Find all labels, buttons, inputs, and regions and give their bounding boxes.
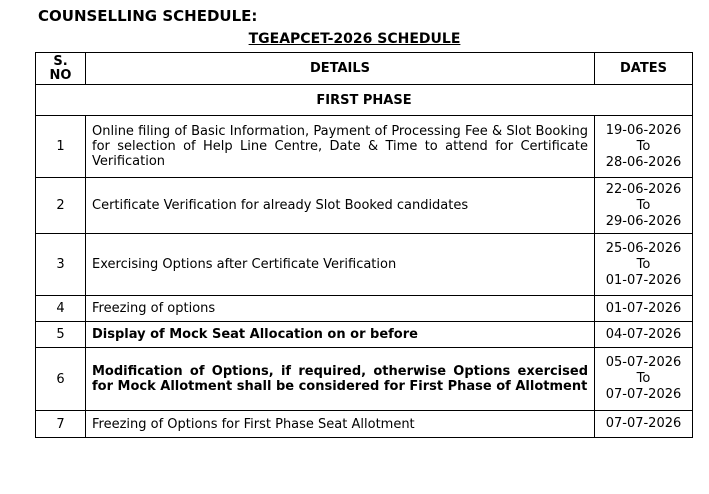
row-dates (595, 348, 693, 411)
row-number: 1 (36, 116, 86, 178)
schedule-table (35, 52, 693, 438)
row-number: 5 (36, 322, 86, 348)
schedule-title-text: TGEAPCET-2026 SCHEDULE (248, 31, 461, 47)
row-dates (595, 116, 693, 178)
row-dates (595, 234, 693, 296)
date-to: 01-07-2026 (605, 272, 682, 288)
table-row (36, 234, 693, 296)
table-row (36, 348, 693, 411)
col-header-sno-line1: S. (53, 53, 68, 69)
row-details: Freezing of Options for First Phase Seat Allotment (86, 411, 595, 438)
col-header-sno (36, 53, 86, 85)
row-details: Freezing of options (86, 296, 595, 322)
row-dates (595, 178, 693, 234)
table-row (36, 322, 693, 348)
col-header-sno-line2: NO (49, 67, 72, 83)
date-to-label: To (636, 138, 651, 154)
table-row (36, 411, 693, 438)
row-number: 6 (36, 348, 86, 411)
row-number: 3 (36, 234, 86, 296)
date-from: 05-07-2026 (605, 355, 682, 370)
date-to-label: To (636, 371, 651, 386)
table-row (36, 178, 693, 234)
page-heading: COUNSELLING SCHEDULE: (38, 7, 258, 25)
table-row (36, 296, 693, 322)
date-from: 25-06-2026 (605, 240, 682, 256)
date-to: 07-07-2026 (605, 387, 682, 402)
row-number: 2 (36, 178, 86, 234)
row-details: Modification of Options, if required, otherwise Options exercised for Mock Allotment shall be considered for First Phase of Allotment (86, 348, 595, 411)
schedule-title (0, 31, 709, 47)
date-to-label: To (636, 197, 651, 213)
row-details: Display of Mock Seat Allocation on or before (86, 322, 595, 348)
row-number: 4 (36, 296, 86, 322)
phase-label: FIRST PHASE (36, 85, 693, 116)
phase-row (36, 85, 693, 116)
col-header-details: DETAILS (86, 53, 595, 85)
row-date: 07-07-2026 (595, 411, 693, 438)
date-from: 19-06-2026 (605, 122, 682, 138)
row-details: Online filing of Basic Information, Payment of Processing Fee & Slot Booking for selection of Help Line Centre, Date & Time to attend for Certificate Verification (86, 116, 595, 178)
row-details: Certificate Verification for already Slot Booked candidates (86, 178, 595, 234)
col-header-dates: DATES (595, 53, 693, 85)
date-to-label: To (636, 256, 651, 272)
table-row (36, 116, 693, 178)
table-header-row (36, 53, 693, 85)
row-number: 7 (36, 411, 86, 438)
row-details: Exercising Options after Certificate Verification (86, 234, 595, 296)
row-date: 01-07-2026 (595, 296, 693, 322)
date-to: 28-06-2026 (605, 154, 682, 170)
date-from: 22-06-2026 (605, 181, 682, 197)
row-date: 04-07-2026 (595, 322, 693, 348)
date-to: 29-06-2026 (605, 213, 682, 229)
